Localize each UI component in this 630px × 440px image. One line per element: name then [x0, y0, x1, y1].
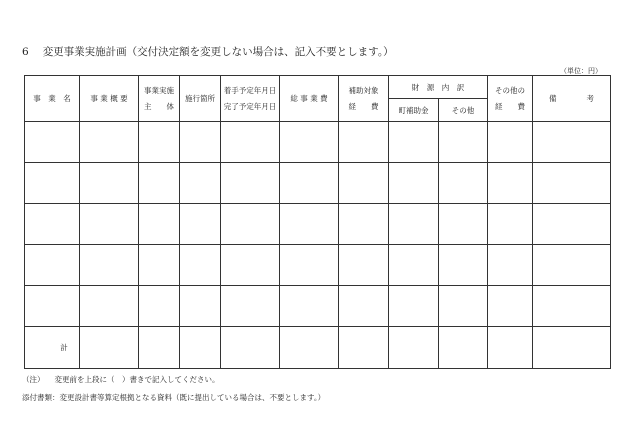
input-cell[interactable] [139, 163, 180, 204]
input-cell[interactable] [439, 245, 488, 286]
input-cell[interactable] [439, 327, 488, 369]
input-cell[interactable] [180, 163, 221, 204]
header-other-funding: その他 [439, 99, 488, 122]
input-cell[interactable] [488, 122, 533, 163]
input-cell[interactable] [80, 286, 139, 327]
input-cell[interactable] [221, 163, 280, 204]
input-cell[interactable] [139, 122, 180, 163]
input-cell[interactable] [221, 286, 280, 327]
total-label: 計 [25, 327, 80, 369]
input-cell[interactable] [488, 327, 533, 369]
input-cell[interactable] [221, 122, 280, 163]
input-cell[interactable] [339, 327, 389, 369]
table-row [25, 245, 611, 286]
note-text: 変更前を上段に（ ）書きで記入してください。 [54, 375, 220, 384]
input-cell[interactable] [280, 204, 339, 245]
input-cell[interactable] [139, 327, 180, 369]
input-cell[interactable] [280, 163, 339, 204]
section-title: 変更事業実施計画（交付決定額を変更しない場合は、記入不要とします。） [42, 46, 394, 58]
note [22, 374, 220, 385]
input-cell[interactable] [80, 204, 139, 245]
input-cell[interactable] [221, 245, 280, 286]
input-cell[interactable] [439, 122, 488, 163]
table-row [25, 286, 611, 327]
input-cell[interactable] [533, 122, 611, 163]
input-cell[interactable] [389, 245, 439, 286]
input-cell[interactable] [139, 245, 180, 286]
input-cell[interactable] [180, 327, 221, 369]
section-heading [22, 44, 394, 59]
unit-label: （単位：円） [560, 67, 602, 75]
input-cell[interactable] [339, 286, 389, 327]
input-cell[interactable] [25, 122, 80, 163]
header-dates: 着手予定年月日 完了予定年月日 [221, 76, 280, 122]
note-label: （注） [22, 375, 45, 384]
input-cell[interactable] [280, 122, 339, 163]
input-cell[interactable] [533, 163, 611, 204]
input-cell[interactable] [180, 122, 221, 163]
input-cell[interactable] [439, 286, 488, 327]
input-cell[interactable] [339, 245, 389, 286]
input-cell[interactable] [80, 163, 139, 204]
input-cell[interactable] [389, 122, 439, 163]
input-cell[interactable] [25, 163, 80, 204]
input-cell[interactable] [533, 204, 611, 245]
header-town-subsidy: 町補助金 [389, 99, 439, 122]
table-row [25, 204, 611, 245]
input-cell[interactable] [488, 163, 533, 204]
input-cell[interactable] [339, 122, 389, 163]
header-site: 施行箇所 [180, 76, 221, 122]
input-cell[interactable] [280, 327, 339, 369]
header-total-cost: 総 事 業 費 [280, 76, 339, 122]
input-cell[interactable] [25, 245, 80, 286]
input-cell[interactable] [533, 327, 611, 369]
input-cell[interactable] [25, 286, 80, 327]
header-business-summary: 事 業 概 要 [80, 76, 139, 122]
change-plan-table [24, 75, 611, 369]
input-cell[interactable] [339, 163, 389, 204]
header-funding-breakdown: 財 源 内 訳 [389, 76, 488, 99]
header-business-name: 事 業 名 [25, 76, 80, 122]
input-cell[interactable] [80, 245, 139, 286]
input-cell[interactable] [488, 286, 533, 327]
header-other-cost: その他の 経 費 [488, 76, 533, 122]
input-cell[interactable] [439, 204, 488, 245]
input-cell[interactable] [488, 245, 533, 286]
attachment-note: 添付書類：変更設計書等算定根拠となる資料（既に提出している場合は、不要とします。） [22, 393, 326, 402]
input-cell[interactable] [488, 204, 533, 245]
input-cell[interactable] [221, 204, 280, 245]
input-cell[interactable] [180, 286, 221, 327]
header-subsidy-cost: 補助対象 経 費 [339, 76, 389, 122]
section-number: 6 [22, 46, 29, 58]
input-cell[interactable] [139, 204, 180, 245]
table-row [25, 122, 611, 163]
input-cell[interactable] [139, 286, 180, 327]
input-cell[interactable] [389, 286, 439, 327]
input-cell[interactable] [180, 204, 221, 245]
input-cell[interactable] [25, 204, 80, 245]
input-cell[interactable] [389, 163, 439, 204]
input-cell[interactable] [80, 122, 139, 163]
input-cell[interactable] [389, 327, 439, 369]
input-cell[interactable] [533, 245, 611, 286]
input-cell[interactable] [280, 245, 339, 286]
input-cell[interactable] [389, 204, 439, 245]
input-cell[interactable] [533, 286, 611, 327]
input-cell[interactable] [339, 204, 389, 245]
input-cell[interactable] [180, 245, 221, 286]
input-cell[interactable] [221, 327, 280, 369]
input-cell[interactable] [439, 163, 488, 204]
total-row [25, 327, 611, 369]
header-remarks: 備 考 [533, 76, 611, 122]
input-cell[interactable] [280, 286, 339, 327]
table-row [25, 163, 611, 204]
header-implementing-entity: 事業実施 主 体 [139, 76, 180, 122]
input-cell[interactable] [80, 327, 139, 369]
